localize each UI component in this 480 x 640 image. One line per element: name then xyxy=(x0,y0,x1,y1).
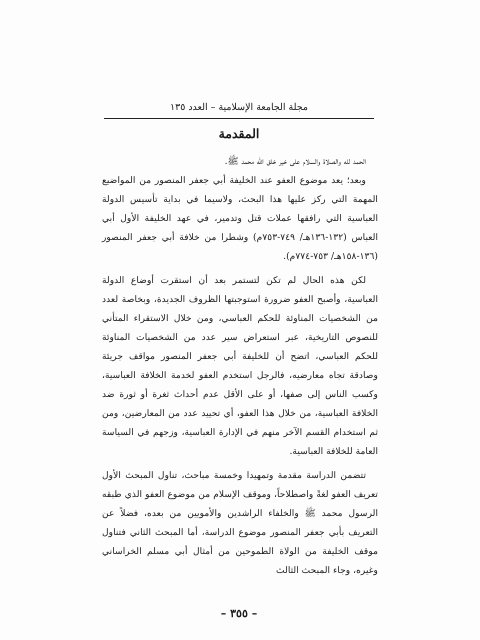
header-rule xyxy=(104,118,374,119)
page-number: – ٣٥٥ – xyxy=(220,607,258,620)
running-header: مجلة الجامعة الإسلامية – العدد ١٣٥ xyxy=(169,102,308,113)
paragraph-context: لكن هذه الحال لم تكن لتستمر بعد أن استقرت أوضاع الدولة العباسية، وأصبح العفو ضرورة استوجبتها الظروف الجديدة، وبخاصة لعدد من الشخصيات المناوئة للحكم العباسي، ومن خلال الاستقراء المتأني للنصوص التاريخية، عبر استعراض سير عدد من الشخصيات المناوئة للحكم العباسي، اتضح أن للخليفة أبي جعفر المنصور مواقف جريئة وصادقة تجاه معارضيه، فالرجل استخدم العفو لخدمة الخلافة العباسية، وكسب الناس إلى صفها، أو على الأقل عدم أحداث ثغرة أو ثورة ضد الخلافة العباسية، من خلال هذا العفو، أي تحييد عدد من المعارضين، ومن ثم استخدام القسم الآخر منهم في الإدارة العباسية، وزجهم في السياسة العامة للخلافة العباسية. xyxy=(102,274,378,458)
body-text xyxy=(102,152,378,580)
paragraph-structure: تتضمن الدراسة مقدمة وتمهيدا وخمسة مباحث، تناول المبحث الأول تعريف العفو لغةً واصطلاحاً، وموقف الإسلام من موضوع العفو الذي طبقه الرسول محمد ﷺ والخلفاء الراشدين والأمويين من بعده، فضلاً عن التعريف بأبي جعفر المنصور موضوع الدراسة، أما المبحث الثاني فتناول موقف الخليفة من الولاة الطموحين من أمثال أبي مسلم الخراساني وغيره، وجاء المبحث الثالث xyxy=(102,469,378,576)
paragraph-intro: وبعد؛ يعد موضوع العفو عند الخليفة أبي جعفر المنصور من المواضيع المهمة التي ركز عليها هذا البحث، ولاسيما في بداية تأسيس الدولة العباسية التي رافقها عملات قتل وتدمير، في عهد الخليفة الأول أبي العباس (١٣٢-١٣٦هـ/ ٧٤٩-٧٥٣م) وشطرا من خلافة أبي جعفر المنصور (١٣٦-١٥٨هـ/ ٧٥٣-٧٧٤م). xyxy=(102,175,379,263)
section-title: المقدمة xyxy=(218,126,260,141)
paragraph-opening: الحمد لله والصلاة والسلام على خير خلق الله محمد ﷺ. xyxy=(224,156,366,167)
